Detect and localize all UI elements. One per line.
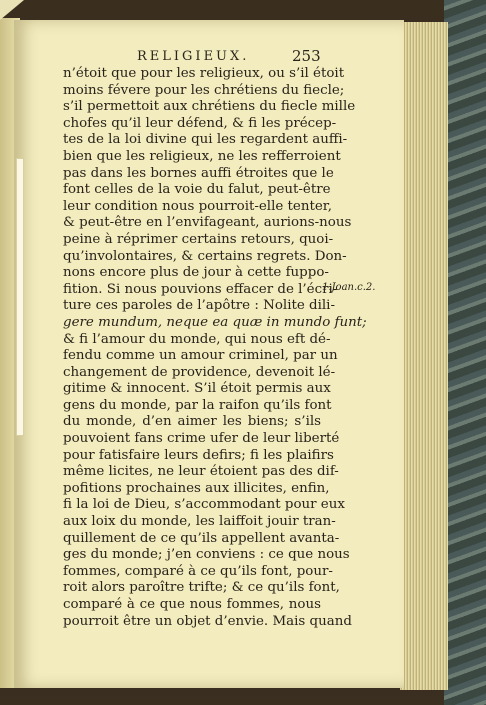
text-line: comparé à ce que nous fommes, nous bbox=[63, 597, 321, 612]
text-line: pofitions prochaines aux illicites, enfin, bbox=[63, 480, 330, 496]
text-line: du monde, d’en aimer les biens; s’ils bbox=[63, 414, 321, 430]
text-line: qu’involontaires, & certains regrets. Don- bbox=[63, 248, 347, 264]
text-line: ges du monde; j’en conviens : ce que nous bbox=[63, 547, 350, 563]
text-line: pour fatisfaire leurs defirs; fi les plaifirs bbox=[63, 447, 334, 463]
text-line: fi la loi de Dieu, s’accommodant pour eux bbox=[63, 497, 345, 513]
text-line: font celles de la voie du falut, peut-être bbox=[63, 182, 331, 198]
text-line: bien que les religieux, ne les refferroient bbox=[63, 148, 341, 164]
text-line: nons encore plus de jour à cette fuppo- bbox=[63, 265, 329, 281]
page-block-edges bbox=[400, 22, 448, 690]
margin-reference: 1.Joan.c.2. bbox=[322, 282, 376, 293]
text-line: quillement de ce qu’ils appellent avanta- bbox=[63, 530, 340, 546]
text-line: tes de la loi divine qui les regardent auffi- bbox=[63, 132, 348, 148]
text-line: fition. Si nous pouvions effacer de l’écri- bbox=[63, 281, 338, 297]
text-line: leur condition nous pourroit-elle tenter, bbox=[63, 198, 332, 214]
text-line: changement de providence, devenoit lé- bbox=[63, 364, 336, 380]
text-line: ture ces paroles de l’apôtre : Nolite dili- bbox=[63, 298, 335, 314]
text-line: peine à réprimer certains retours, quoi- bbox=[63, 231, 334, 247]
binding-thread bbox=[16, 158, 24, 436]
text-line: fendu comme un amour criminel, par un bbox=[63, 348, 338, 364]
text-line: même licites, ne leur étoient pas des dif- bbox=[63, 464, 339, 480]
text-line: n’étoit que pour les religieux, ou s’il étoit bbox=[63, 66, 345, 81]
text-line: roit alors paroître trifte; & ce qu’ils font, bbox=[63, 580, 340, 596]
text-line: pouvoient fans crime ufer de leur liberté bbox=[63, 431, 340, 447]
text-line-latin-quote: gere mundum, neque ea quæ in mundo funt; bbox=[63, 314, 367, 330]
running-head: RELIGIEUX. bbox=[137, 49, 250, 64]
text-line: & peut-être en l’envifageant, aurions-nous bbox=[63, 215, 352, 231]
text-line: fommes, comparé à ce qu’ils font, pour- bbox=[63, 563, 333, 579]
page-number: 253 bbox=[292, 47, 321, 65]
text-line: moins févere pour les chrétiens du fiecle; bbox=[63, 82, 345, 98]
text-line: s’il permettoit aux chrétiens du fiecle mille bbox=[63, 99, 356, 115]
text-line: gitime & innocent. S’il étoit permis aux bbox=[63, 381, 331, 397]
text-line: pas dans les bornes auffi étroites que le bbox=[63, 165, 334, 181]
text-line: chofes qu’il leur défend, & fi les précep- bbox=[63, 115, 337, 131]
text-line: gens du monde, par la raifon qu’ils font bbox=[63, 397, 332, 413]
text-line: aux loix du monde, les laiffoit jouir tran- bbox=[63, 514, 336, 530]
text-line: & fi l’amour du monde, qui nous eft dé- bbox=[63, 331, 331, 347]
marbled-cover-edge bbox=[444, 0, 486, 705]
text-line: pourroit être un objet d’envie. Mais quand bbox=[63, 613, 352, 629]
